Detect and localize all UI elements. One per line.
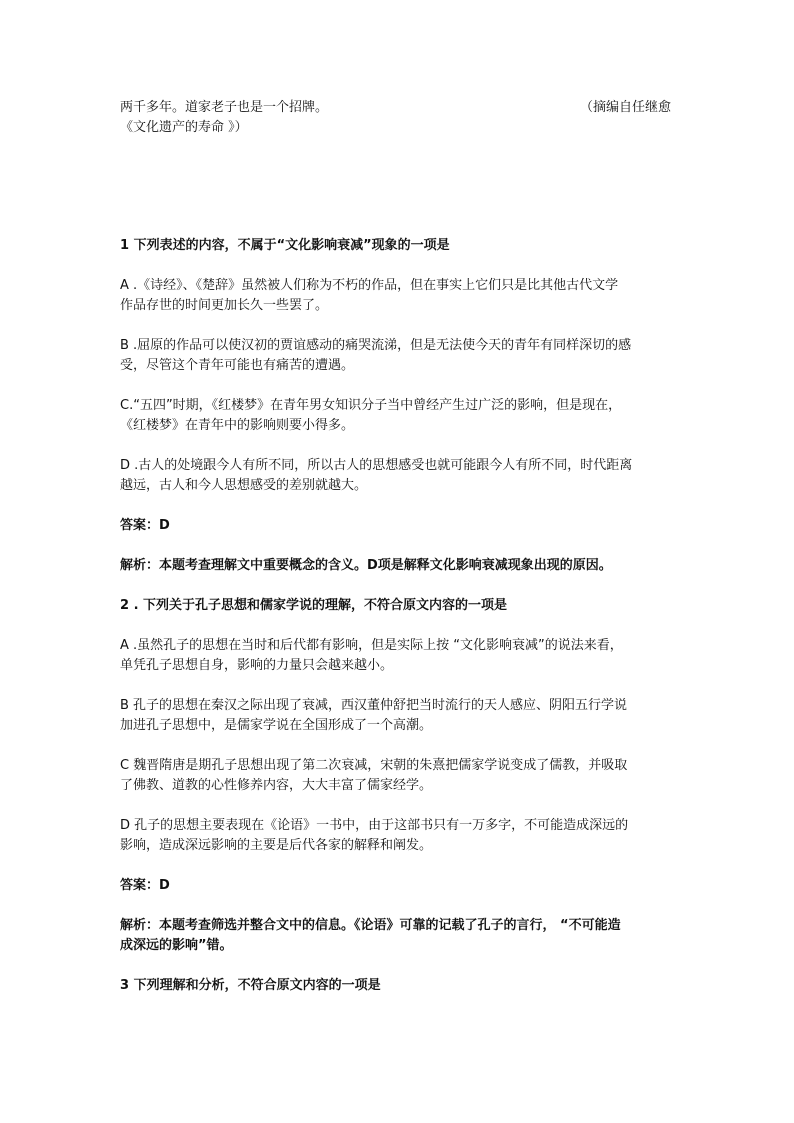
intro-line-2: 《文化遗产的寿命 》）	[120, 120, 248, 135]
q1-option-d-line-2: 越远，古人和今人思想感受的差别就越大。	[120, 478, 368, 493]
q2-option-d-line-2: 影响，造成深远影响的主要是后代各家的解释和阐发。	[120, 838, 433, 853]
q2-option-b-line-2: 加进孔子思想中，是儒家学说在全国形成了一个高潮。	[120, 718, 433, 733]
q2-analysis-line-2: 成深远的影响”错。	[120, 938, 233, 953]
q1-option-a-line-1: A .《诗经》、《楚辞》虽然被人们称为不朽的作品，但在事实上它们只是比其他古代文学	[120, 278, 619, 293]
q2-option-b-line-1: B 孔子的思想在秦汉之际出现了衰减，西汉董仲舒把当时流行的天人感应、阴阳五行学说	[120, 698, 628, 713]
q2-option-a-line-1: A .虽然孔子的思想在当时和后代都有影响，但是实际上按 “文化影响衰减”的说法来看，	[120, 638, 623, 653]
q1-option-d-line-1: D .古人的处境跟今人有所不同，所以古人的思想感受也就可能跟今人有所不同，时代距离	[120, 458, 633, 473]
q2-option-a-line-2: 单凭孔子思想自身，影响的力量只会越来越小。	[120, 658, 394, 673]
q2-analysis-line-1: 解析：本题考查筛选并整合文中的信息。《论语》可靠的记载了孔子的言行， “不可能造	[120, 918, 621, 933]
q1-answer: 答案：D	[120, 518, 170, 533]
q2-answer: 答案：D	[120, 878, 170, 893]
q2-option-c-line-1: C 魏晋隋唐是期孔子思想出现了第二次衰减，宋朝的朱熹把儒家学说变成了儒教，并吸取	[120, 758, 628, 773]
q1-option-b-line-2: 受，尽管这个青年可能也有痛苦的遭遇。	[120, 358, 355, 373]
question-1-stem: 1 下列表述的内容，不属于“文化影响衰减”现象的一项是	[120, 238, 450, 253]
q2-option-c-line-2: 了佛教、道教的心性修养内容，大大丰富了儒家经学。	[120, 778, 433, 793]
q2-option-d-line-1: D 孔子的思想主要表现在《论语》一书中，由于这部书只有一万多字，不可能造成深远的	[120, 818, 629, 833]
q1-option-c-line-1: C.“五四”时期，《红楼梦》在青年男女知识分子当中曾经产生过广泛的影响，但是现在，	[120, 398, 622, 413]
q1-option-b-line-1: B .屈原的作品可以使汉初的贾谊感动的痛哭流涕，但是无法使今天的青年有同样深切的感	[120, 338, 632, 353]
q1-analysis: 解析：本题考查理解文中重要概念的含义。D项是解释文化影响衰减现象出现的原因。	[120, 558, 612, 573]
question-2-stem: 2 . 下列关于孔子思想和儒家学说的理解，不符合原文内容的一项是	[120, 598, 508, 613]
intro-source: （摘编自任继愈	[580, 100, 672, 115]
q1-option-a-line-2: 作品存世的时间更加长久一些罢了。	[120, 298, 329, 313]
q1-option-c-line-2: 《红楼梦》在青年中的影响则要小得多。	[120, 418, 355, 433]
question-3-stem: 3 下列理解和分析，不符合原文内容的一项是	[120, 978, 381, 993]
intro-line-1: 两千多年。道家老子也是一个招牌。	[120, 100, 329, 115]
